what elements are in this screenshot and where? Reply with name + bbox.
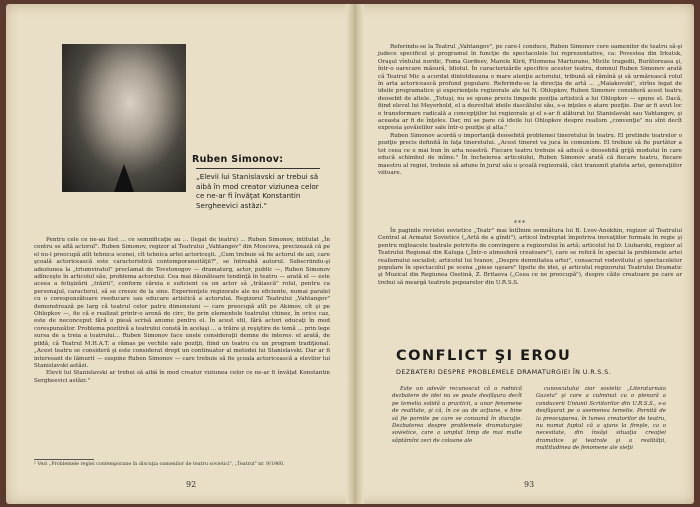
author-portrait xyxy=(62,44,186,192)
right-body-text-2 xyxy=(378,228,682,287)
page-number-right: 93 xyxy=(524,480,535,489)
right-page xyxy=(364,4,694,504)
book-spread xyxy=(6,4,694,504)
footnote-text: ¹ Vezi „Problemele regiei contemporane în discuţia oamenilor de teatru sovietici", „Teatrul" nr. 9/1960. xyxy=(34,462,285,467)
page-number-left: 92 xyxy=(186,480,197,489)
right-body-text xyxy=(378,44,682,177)
author-name: Ruben Simonov: xyxy=(192,154,284,165)
article-heading: CONFLICT ŞI EROU xyxy=(396,348,572,364)
footnote xyxy=(34,459,330,468)
book-gutter xyxy=(346,4,364,504)
right-paragraph-2: Ruben Simonov acordă o importanţă deosebită problemei tineretului în teatru. El pretinde teatrelor o poziţie precis definită în faţa tineretului. „Acest tineret va juca în comunism. El trebuie să fie purtător a tot ceea ce e mai bun în arta noastră. Fiecare teatru trebuie să aducă o deosebită grijă modului în care educă schimbul de mîine." În încheierea articolului, Ruben Simonov arată că fiecare teatru, fiecare maestru al regiei, trebuie să adune în jurul său o şcoală regizorală, căci transmit ştafeta artei, generaţiilor viitoare. xyxy=(378,132,682,176)
article-column-1 xyxy=(392,386,522,445)
left-paragraph-1: Pentru cele ce ne-au fost ... ce semnificaţie au ... (legat de teatru) ... Ruben Simonov, intitulat „În centru se află actorul". Ruben Simonov, regizor al Teatrului „Vahtangov" din Moscova, precizează că pe el nu-l preocupă atît tehnica scenei, cît tehnica artei actoriceşti. „Cum trebuie să fie actorul de azi, care şcoală actoricească este caracteristică contemporaneităţii?", se întreabă autorul. Subscriindu-şi adeziunea la „triumviratul" proclamat de Tovstonogov — dramaturg, actor, public —, Ruben Simonov adînceşte în articolul său, problema actorului. Cea mai dăunătoare tendinţă în teatru — arată el — este aceea a fetişizării „trăirii", conform căreia e suficient ca un actor să „trăiască" rolul, pentru ca personajul, caracterul, să se creeze de la sine. Experienţele regizorale ale nu eficiente, numai paralel cu o corespunzătoare reeducare sau educare artistică a actorului. Regizorul Teatrului „Vahtangov" demonstrează pe larg că teatrul celor patru dimensiuni — care preocupă atît pe Akimov, cît şi pe Ohlopkov —, fie că e realizat printr-o arenă de circ, fie prin elementele teatrului chinez, în orice caz, este de neconceput fără o piesă scrisă anume pentru el. În acest stil, fără actori educaţi în mod corespunzător. Problema pozitivă a teatrului constă în acelaşi ... a trăire şi reşiştire de temă ... prin lege sursa de a treia a teatrului... Ruben Simonov face unele consideraţii demne de interes: el arată, de pildă, că Teatrul M.H.A.T. a rămas pe vechile sale poziţii, fiind un teatru cu un program tradiţional. „Acest teatru se consideră şi este considerat drept un continuator al metodei lui Stanislavski. Dar ar fi interesant de lămurit — suspine Ruben Simonov — care trebuie să fie şcoala actoricească a elevilor lui Stanislavski astăzi. xyxy=(34,237,330,369)
section-separator: *** xyxy=(514,220,526,227)
quote-rule xyxy=(196,168,320,169)
column-1-text: Este un adevăr recunoscut că o rodnică dezbatere de idei nu se poate desfăşura decît pe temelia solidă a practicii, a unor fenomene de realitate, şi că, în ce au de acţiune, e bine să fie pornite pe care se consumă în discuţie. Dezbaterea despre problemele dramaturgiei sovietice, care a umplut timp de mai multe săptămîni zeci de coloane ale xyxy=(392,386,522,444)
left-body-text xyxy=(34,237,330,385)
right-paragraph-1: Referindu-se la Teatrul „Vahtangov", pe care-l conduce, Ruben Simonov cere oamenilor de teatru să-şi judece specificul şi programul în funcţie de spectacolele lui reprezentative, ca: Povestea din Irkutsk, Oraşul vîntului nordic, Foma Gordeev, Marele Kirii, Filomena Marturano, Micile tragedii, Burătoreasa şi, într-o oarecare măsură, Idiotul. În caracterizările specifice acestor teatru, domnul Ruben Simonov arată că Teatrul Mic a acordat dintotdeauna o mare atenţie actorului, tribună să rămînă şi să urmărească rolul în arta actoricească profund populare. Referindu-se la direcţia de artă ... „Maiakovski", strîns legat de ideile programatice şi experienţele regizorale ale lui N. Ohlopkov, Ruben Simonov consideră acest teatru deosebit de altele. „Totuşi, nu se spune precis limpede poziţia artistică a lui Ohlopkov — spune el. Dacă, fiind elevul lui Meyerhold, el a dezvoltat ideile dascălului său, s-a inţeles o atare poziţie. Dar ar fi avut loc o transformare radicală a concepţiilor lui regizorale şi el s-ar fi alăturat lui Stanislavski sau Vahtangov, şi aceasta ar fi de înţeles. Dar, mi se pare că ideile lui Ohlopkov despre realism „convenţie" nu sînt decît expresia şovăielilor sale într-o poziţie şi alta." xyxy=(378,44,682,132)
bow-tie-shape xyxy=(114,164,134,192)
column-2-text: cunoscutului ziar sovietic „Literaturnaia Gazeta" şi care a culminat cu o plenară a conducerii Uniunii Scriitorilor din U.R.S.S., s-a desfăşurat pe o asemenea temelie. Pornită de la preocuparea, în lumea creatorilor de teatru, nu numai faptul că a ajuns la fireşte, ca o necesitate, din însăşi situaţia creaţiei dramatice şi teatrale şi a realităţii, multitudinea de fenomene ale vieţii xyxy=(536,386,666,452)
pull-quote-text: „Elevii lui Stanislavski ar trebui să aibă în mod creator viziunea celor ce ne-ar fi învăţat Konstantin Sergheevici astăzi." xyxy=(196,172,319,210)
left-paragraph-2: Elevii lui Stanislavski ar trebui să aibă în mod creator viziunea celor ce ne-ar fi învăţat Konstantin Sergheevici astăzi." xyxy=(34,370,330,384)
footnote-rule xyxy=(34,459,94,460)
pull-quote xyxy=(196,168,322,210)
article-subheading: DEZBATERI DESPRE PROBLEMELE DRAMATURGIEI ÎN U.R.S.S. xyxy=(396,368,612,376)
article-column-2 xyxy=(536,386,666,453)
left-page xyxy=(6,4,346,504)
right-paragraph-3: În paginile revistei sovietice „Teatr" mai întîlnim semnătura lui B. Lvov-Anokhin, regizor al Teatrului Central al Armatei Sovietice („Artă de a gîndi"), articol îndreptat împotriva inovaţiilor formale în regie şi pentru mijloacele teatrale potrivite de convingere a regizorului în artă; articolul lui D. Liubarski, regizor al Teatrului Regional din Kaluga („Într-o atmosferă creatoare"), care se referă în special la problemele artei realismului socialist; articolul lui Ivanov, „Despre demnitatea artei", consacrat vodevilului şi spectacolelor populare în spectacolul pe scena „piese uşoare" lipsite de idei, şi articolul regizorului Teatrului Dramatic şi Muzical din Regiunea Osetină, Z. Britaeva („Ceea ce ne preocupă"), despre căile creatoare pe care ar trebui să meargă teatrele popoarelor din U.R.S.S. xyxy=(378,228,682,286)
